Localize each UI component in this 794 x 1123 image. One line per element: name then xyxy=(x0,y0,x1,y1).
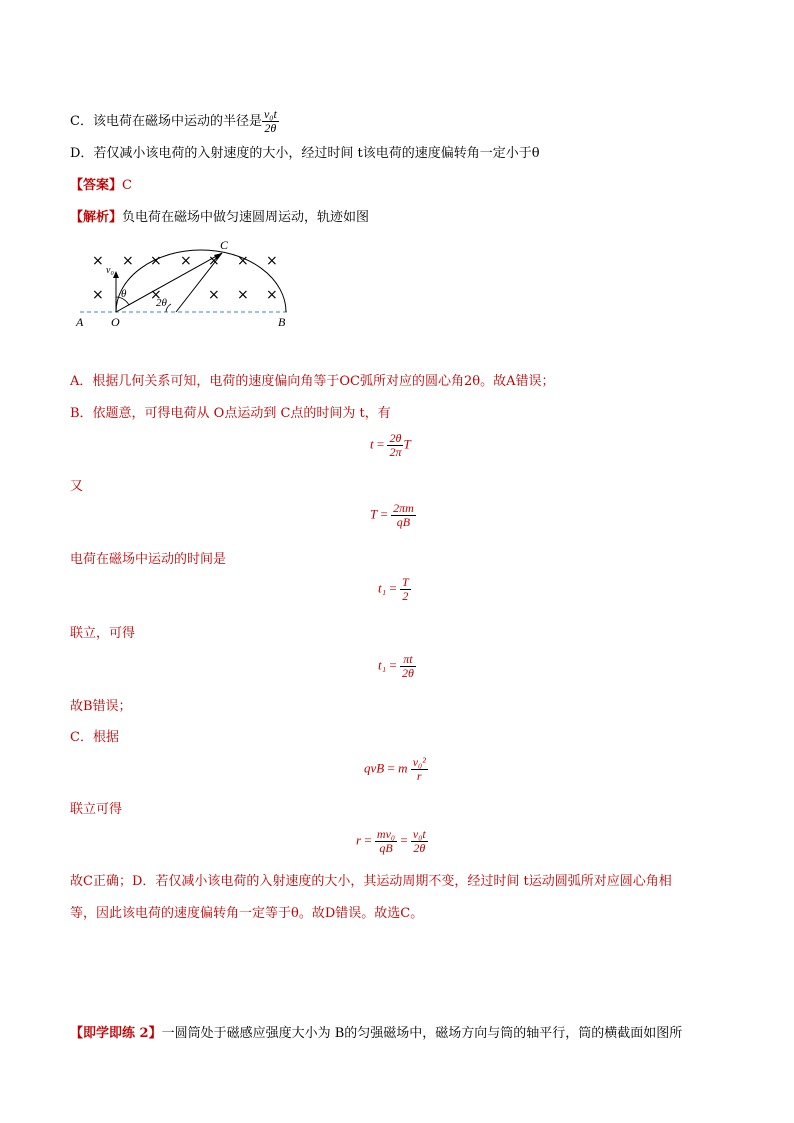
step-b: B．依题意，可得电荷从 O点运动到 C点的时间为 t，有 xyxy=(70,406,391,421)
field-cross: × xyxy=(122,253,134,269)
equation-4: t₁ = $\frac{\pi t}{2\theta}$ xyxy=(378,652,414,680)
equation-3: t₁ = $\frac{T}{2}$ xyxy=(378,575,409,603)
field-cross: × xyxy=(266,287,278,303)
analysis-text: 负电荷在磁场中做匀速圆周运动，轨迹如图 xyxy=(122,210,370,225)
equation-2: T = $\frac{2\pi m}{qB}$ xyxy=(370,501,414,529)
magnetic-field-crosses xyxy=(92,253,278,303)
analysis-heading xyxy=(70,209,369,227)
field-cross: × xyxy=(92,287,104,303)
next-problem-text: 一圆筒处于磁感应强度大小为 B的匀强磁场中，磁场方向与筒的轴平行，筒的横截面如图所 xyxy=(161,1026,683,1041)
option-c-text: C．该电荷在磁场中运动的半径是 xyxy=(70,114,262,129)
option-d: D．若仅减小该电荷的入射速度的大小，经过时间 t该电荷的速度偏转角一定小于θ xyxy=(70,146,540,161)
step-a: A．根据几何关系可知，电荷的速度偏向角等于OC弧所对应的圆心角2θ。故A错误； xyxy=(70,374,555,389)
field-cross: × xyxy=(208,253,220,269)
conclusion-line-2: 等，因此该电荷的速度偏转角一定等于θ。故D错误。故选C。 xyxy=(70,906,424,921)
answer-line xyxy=(70,177,132,195)
time-in-field-text: 电荷在磁场中运动的时间是 xyxy=(70,552,227,567)
field-cross: × xyxy=(266,253,278,269)
point-a-label: A xyxy=(76,315,84,329)
two-theta-label: 2θ xyxy=(156,297,167,309)
field-cross: × xyxy=(92,253,104,269)
analysis-label: 【解析】 xyxy=(70,210,123,225)
answer-value: C xyxy=(122,178,132,193)
field-cross: × xyxy=(180,253,192,269)
theta-label: θ xyxy=(121,288,127,300)
conclusion-line-1: 故C正确；D．若仅减小该电荷的入射速度的大小，其运动周期不变，经过时间 t运动圆弧所对应圆心角相 xyxy=(70,874,672,889)
point-c-label: C xyxy=(220,238,229,252)
next-problem xyxy=(70,1025,682,1043)
equation-6: r = $\frac{\text{mv₀}}{qB}$ = $\frac{\text{v₀t}}{2\theta}$ xyxy=(356,827,426,855)
answer-label: 【答案】 xyxy=(70,178,123,193)
option-c-fraction: $\frac{\text{v₀t}}{2\theta}$ xyxy=(263,107,277,135)
lianli2-text: 联立可得 xyxy=(70,802,123,817)
trajectory-arc xyxy=(116,250,286,312)
you-text: 又 xyxy=(70,479,84,494)
v0-label: v₀ xyxy=(106,265,114,276)
field-cross: × xyxy=(237,253,249,269)
lianli-text: 联立，可得 xyxy=(70,626,136,641)
equation-5: qvB = m $\frac{\text{v₀²}}{r}$ xyxy=(364,755,426,783)
option-c xyxy=(70,108,279,135)
field-cross: × xyxy=(237,287,249,303)
field-cross: × xyxy=(150,287,162,303)
point-b-label: B xyxy=(278,315,286,329)
next-problem-label: 【即学即练 2】 xyxy=(70,1026,162,1041)
equation-1: t = $\frac{2\theta}{2\pi}$ T xyxy=(370,431,411,459)
c-basis-text: C．根据 xyxy=(70,730,119,745)
b-wrong-text: 故B错误； xyxy=(70,699,132,714)
trajectory-diagram xyxy=(70,235,300,335)
field-cross: × xyxy=(208,287,220,303)
field-cross: × xyxy=(150,253,162,269)
point-o-label: O xyxy=(111,315,120,329)
